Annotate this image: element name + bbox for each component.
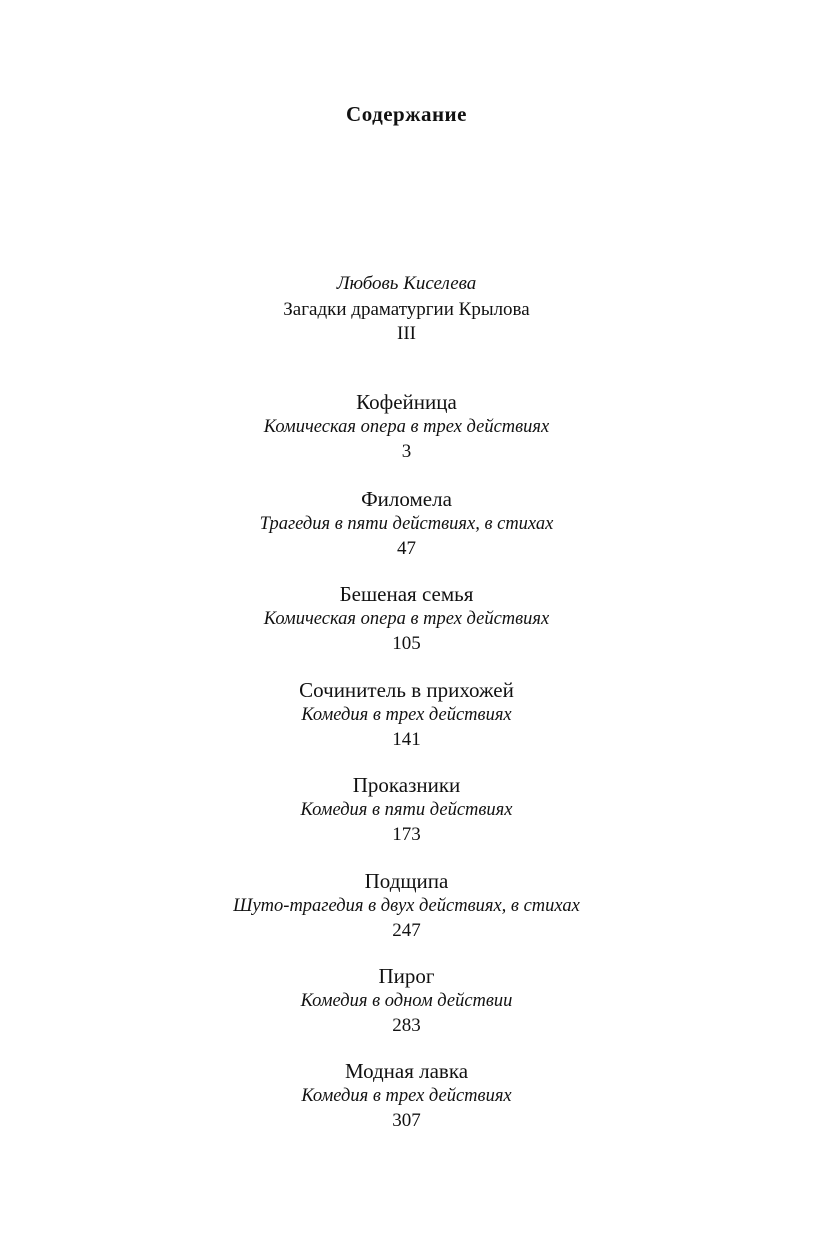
entry-page-number: 3	[401, 441, 412, 462]
toc-entry	[0, 389, 813, 464]
entry-title: Бешеная семья	[339, 582, 474, 606]
entry-page-number: 283	[392, 1015, 421, 1036]
entry-title: Подщипа	[364, 869, 449, 893]
entry-title: Сочинитель в прихожей	[299, 678, 514, 702]
entry-page-number: 141	[392, 729, 421, 750]
entry-subtitle: Комедия в пяти действиях	[300, 800, 513, 820]
entry-page-number: 247	[392, 920, 421, 941]
entry-subtitle: Комическая опера в трех действиях	[263, 417, 550, 437]
intro-page-number: III	[397, 323, 416, 344]
toc-entry	[0, 868, 813, 943]
entry-title: Проказники	[352, 773, 461, 797]
entry-subtitle: Комедия в одном действии	[300, 991, 513, 1011]
intro-entry	[0, 271, 813, 346]
toc-entry	[0, 677, 813, 752]
toc-entry	[0, 581, 813, 656]
entry-title: Модная лавка	[344, 1059, 469, 1083]
entry-page-number: 173	[392, 824, 421, 845]
toc-entry	[0, 486, 813, 561]
entry-title: Филомела	[361, 487, 452, 511]
entry-page-number: 105	[392, 633, 421, 654]
intro-title: Загадки драматургии Крылова	[283, 299, 530, 320]
toc-entry	[0, 772, 813, 847]
entry-title: Пирог	[378, 964, 435, 988]
toc-entry	[0, 963, 813, 1038]
entry-title: Кофейница	[356, 390, 457, 414]
entry-subtitle: Шуто-трагедия в двух действиях, в стихах	[233, 896, 580, 916]
entry-subtitle: Комедия в трех действиях	[301, 705, 512, 725]
entry-subtitle: Трагедия в пяти действиях, в стихах	[259, 514, 554, 534]
entry-page-number: 47	[397, 538, 416, 559]
intro-author: Любовь Киселева	[336, 273, 477, 294]
toc-entry	[0, 1058, 813, 1133]
entry-subtitle: Комическая опера в трех действиях	[263, 609, 550, 629]
entry-page-number: 307	[392, 1110, 421, 1131]
entry-subtitle: Комедия в трех действиях	[301, 1086, 512, 1106]
page-title: Содержание	[346, 102, 467, 126]
